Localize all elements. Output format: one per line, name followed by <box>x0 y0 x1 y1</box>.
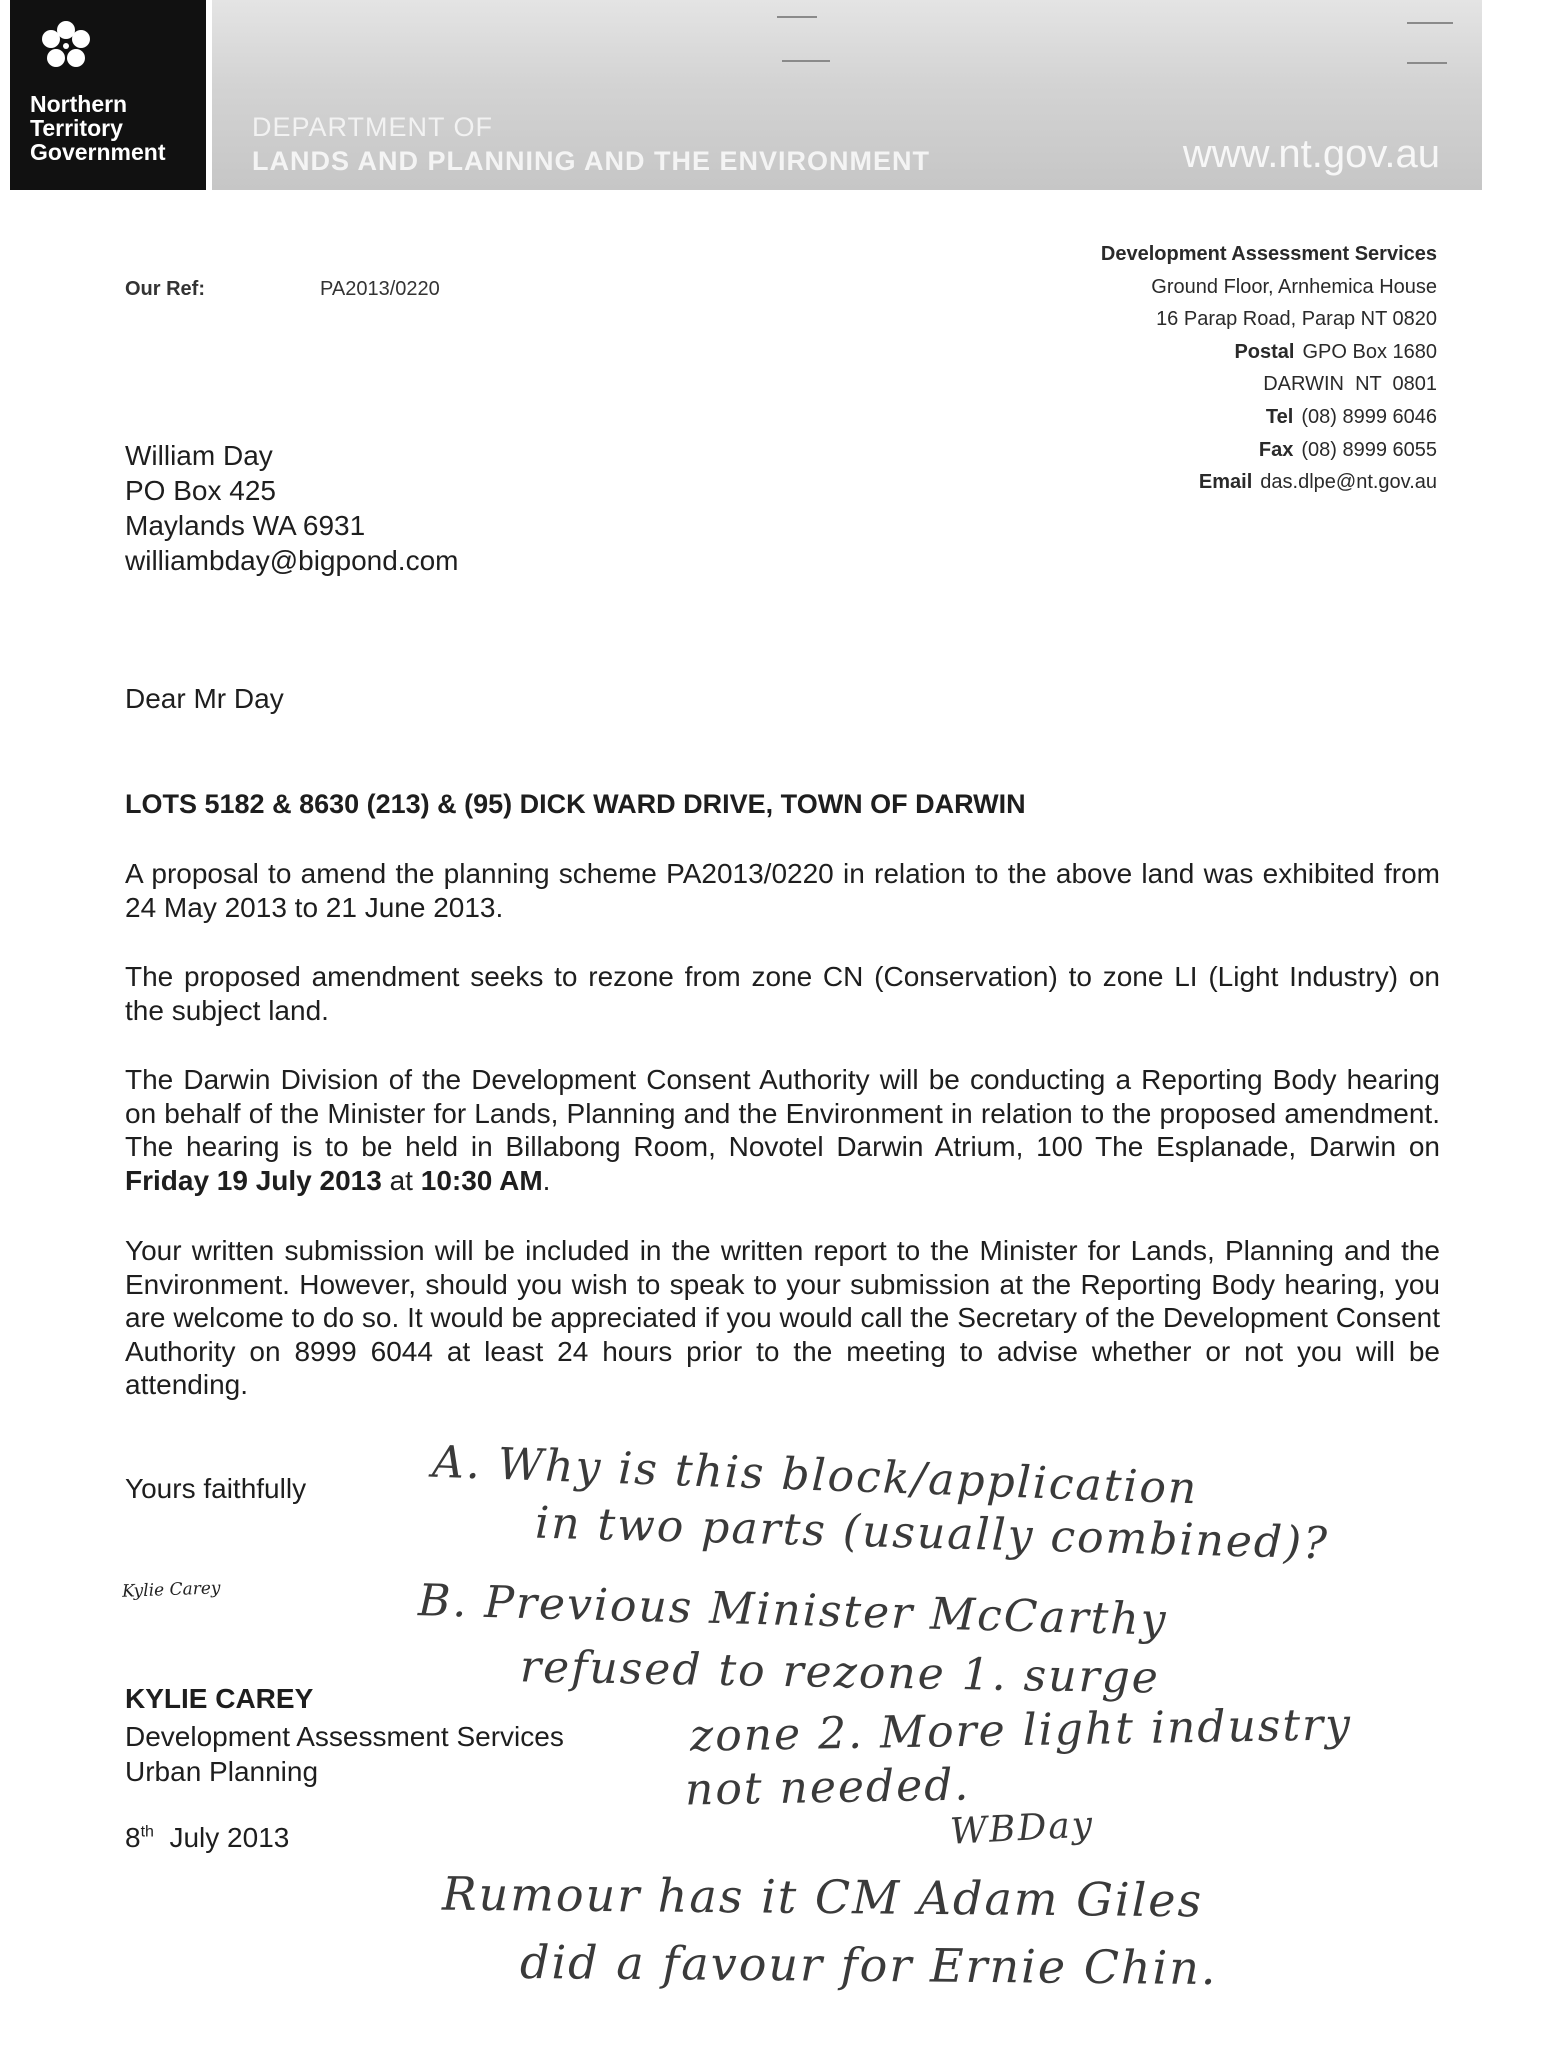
org-name-line: Territory <box>30 115 123 141</box>
handwritten-note-b-line: refused to rezone 1. surge <box>519 1641 1161 1704</box>
nt-government-logo <box>10 0 206 190</box>
body-paragraph-4: Your written submission will be included in the written report to the Minister for Lands, Planning and the Environment. However, should you wish to speak to your submission at the Reporting Body hearing, you are welcome to do so. It would be appreciated if you would call the Secretary of the Development Consent Authority on 8999 6044 at least 24 hours prior to the meeting to advise whether or not you will be attending. <box>125 1235 1440 1400</box>
salutation: Dear Mr Day <box>125 683 284 714</box>
hearing-at: at <box>381 1164 421 1196</box>
hearing-text: The Darwin Division of the Development Consent Authority will be conducting a Reporting Body hearing on behalf of the Minister for Lands, Planning and the Environment in relation to the proposed amendment. The hearing is to be held in Billabong Room, Novotel Darwin Atrium, 100 The Esplanade, Darwin on <box>125 1064 1440 1162</box>
office-address-1: Ground Floor, Arnhemica House <box>1151 275 1437 298</box>
scan-mark <box>1407 22 1453 24</box>
tel-value: (08) 8999 6046 <box>1301 405 1437 428</box>
body-paragraph-2: The proposed amendment seeks to rezone from zone CN (Conservation) to zone LI (Light Industry) on the subject land. <box>125 961 1440 1026</box>
org-name-line: Government <box>30 139 166 165</box>
handwritten-signature: WBDay <box>949 1804 1096 1853</box>
org-name-line: Northern <box>30 91 128 117</box>
handwritten-note-b-line: zone 2. More light industry <box>689 1699 1353 1762</box>
signer-role <box>125 1719 564 1789</box>
handwritten-note-b-line: B. Previous Minister McCarthy <box>417 1575 1169 1646</box>
office-email <box>917 466 1437 499</box>
hearing-time: 10:30 AM <box>420 1164 543 1196</box>
office-address-2: 16 Parap Road, Parap NT 0820 <box>1156 308 1437 331</box>
reference-value: PA2013/0220 <box>320 278 440 300</box>
postal-value: GPO Box 1680 <box>1302 340 1437 363</box>
website: www.nt.gov.au <box>1182 132 1440 176</box>
department-line-2: LANDS AND PLANNING AND THE ENVIRONMENT <box>252 146 930 176</box>
scan-mark <box>777 16 817 18</box>
signer-name: KYLIE CAREY <box>125 1683 314 1714</box>
handwritten-rumour-line: Rumour has it CM Adam Giles <box>441 1866 1204 1928</box>
department-line-1: DEPARTMENT OF <box>252 112 494 142</box>
postal-label: Postal <box>1234 340 1295 363</box>
date-suffix: th <box>140 1823 154 1841</box>
handwritten-note-a-line: A. Why is this block/application <box>431 1436 1200 1515</box>
department-banner <box>212 0 1482 190</box>
office-fax <box>917 434 1437 467</box>
handwritten-note-b-line: not needed. <box>684 1759 971 1816</box>
email-value: das.dlpe@nt.gov.au <box>1260 471 1437 494</box>
signer-role-line: Development Assessment Services <box>125 1721 564 1752</box>
office-tel <box>917 401 1437 434</box>
scan-mark <box>782 60 830 62</box>
handwritten-note-a-line: in two parts (usually combined)? <box>534 1497 1330 1570</box>
body-paragraph-1: A proposal to amend the planning scheme PA2013/0220 in relation to the above land was exhibited from 24 May 2013 to 21 June 2013. <box>125 858 1440 923</box>
reference-label: Our Ref: <box>125 278 205 300</box>
tel-label: Tel <box>1265 405 1294 428</box>
recipient-po-box: PO Box 425 <box>125 475 276 506</box>
signature: Kylie Carey <box>121 1578 221 1602</box>
office-postal <box>917 336 1437 369</box>
signer-role-line: Urban Planning <box>125 1756 319 1787</box>
scan-mark <box>1407 62 1447 64</box>
subject-line: LOTS 5182 & 8630 (213) & (95) DICK WARD DRIVE, TOWN OF DARWIN <box>125 789 1026 819</box>
office-name: Development Assessment Services <box>1100 243 1437 265</box>
date-rest: July 2013 <box>169 1822 290 1853</box>
email-label: Email <box>1198 471 1253 494</box>
handwritten-rumour-line: did a favour for Ernie Chin. <box>519 1934 1218 1996</box>
org-name <box>30 92 210 164</box>
fax-value: (08) 8999 6055 <box>1301 438 1437 461</box>
recipient-email: williambday@bigpond.com <box>125 545 459 576</box>
recipient-address <box>125 438 458 578</box>
letter-date <box>125 1822 289 1854</box>
office-contact-block <box>917 238 1437 499</box>
hearing-date: Friday 19 July 2013 <box>125 1164 382 1196</box>
flower-logo-icon <box>38 18 94 74</box>
closing: Yours faithfully <box>125 1473 307 1504</box>
body-paragraph-3 <box>125 1063 1440 1197</box>
recipient-name: William Day <box>125 440 273 471</box>
office-postal-city: DARWIN NT 0801 <box>1263 373 1437 396</box>
fax-label: Fax <box>1258 438 1294 461</box>
recipient-city: Maylands WA 6931 <box>125 510 366 541</box>
hearing-end: . <box>542 1164 551 1196</box>
date-day: 8 <box>125 1822 141 1853</box>
